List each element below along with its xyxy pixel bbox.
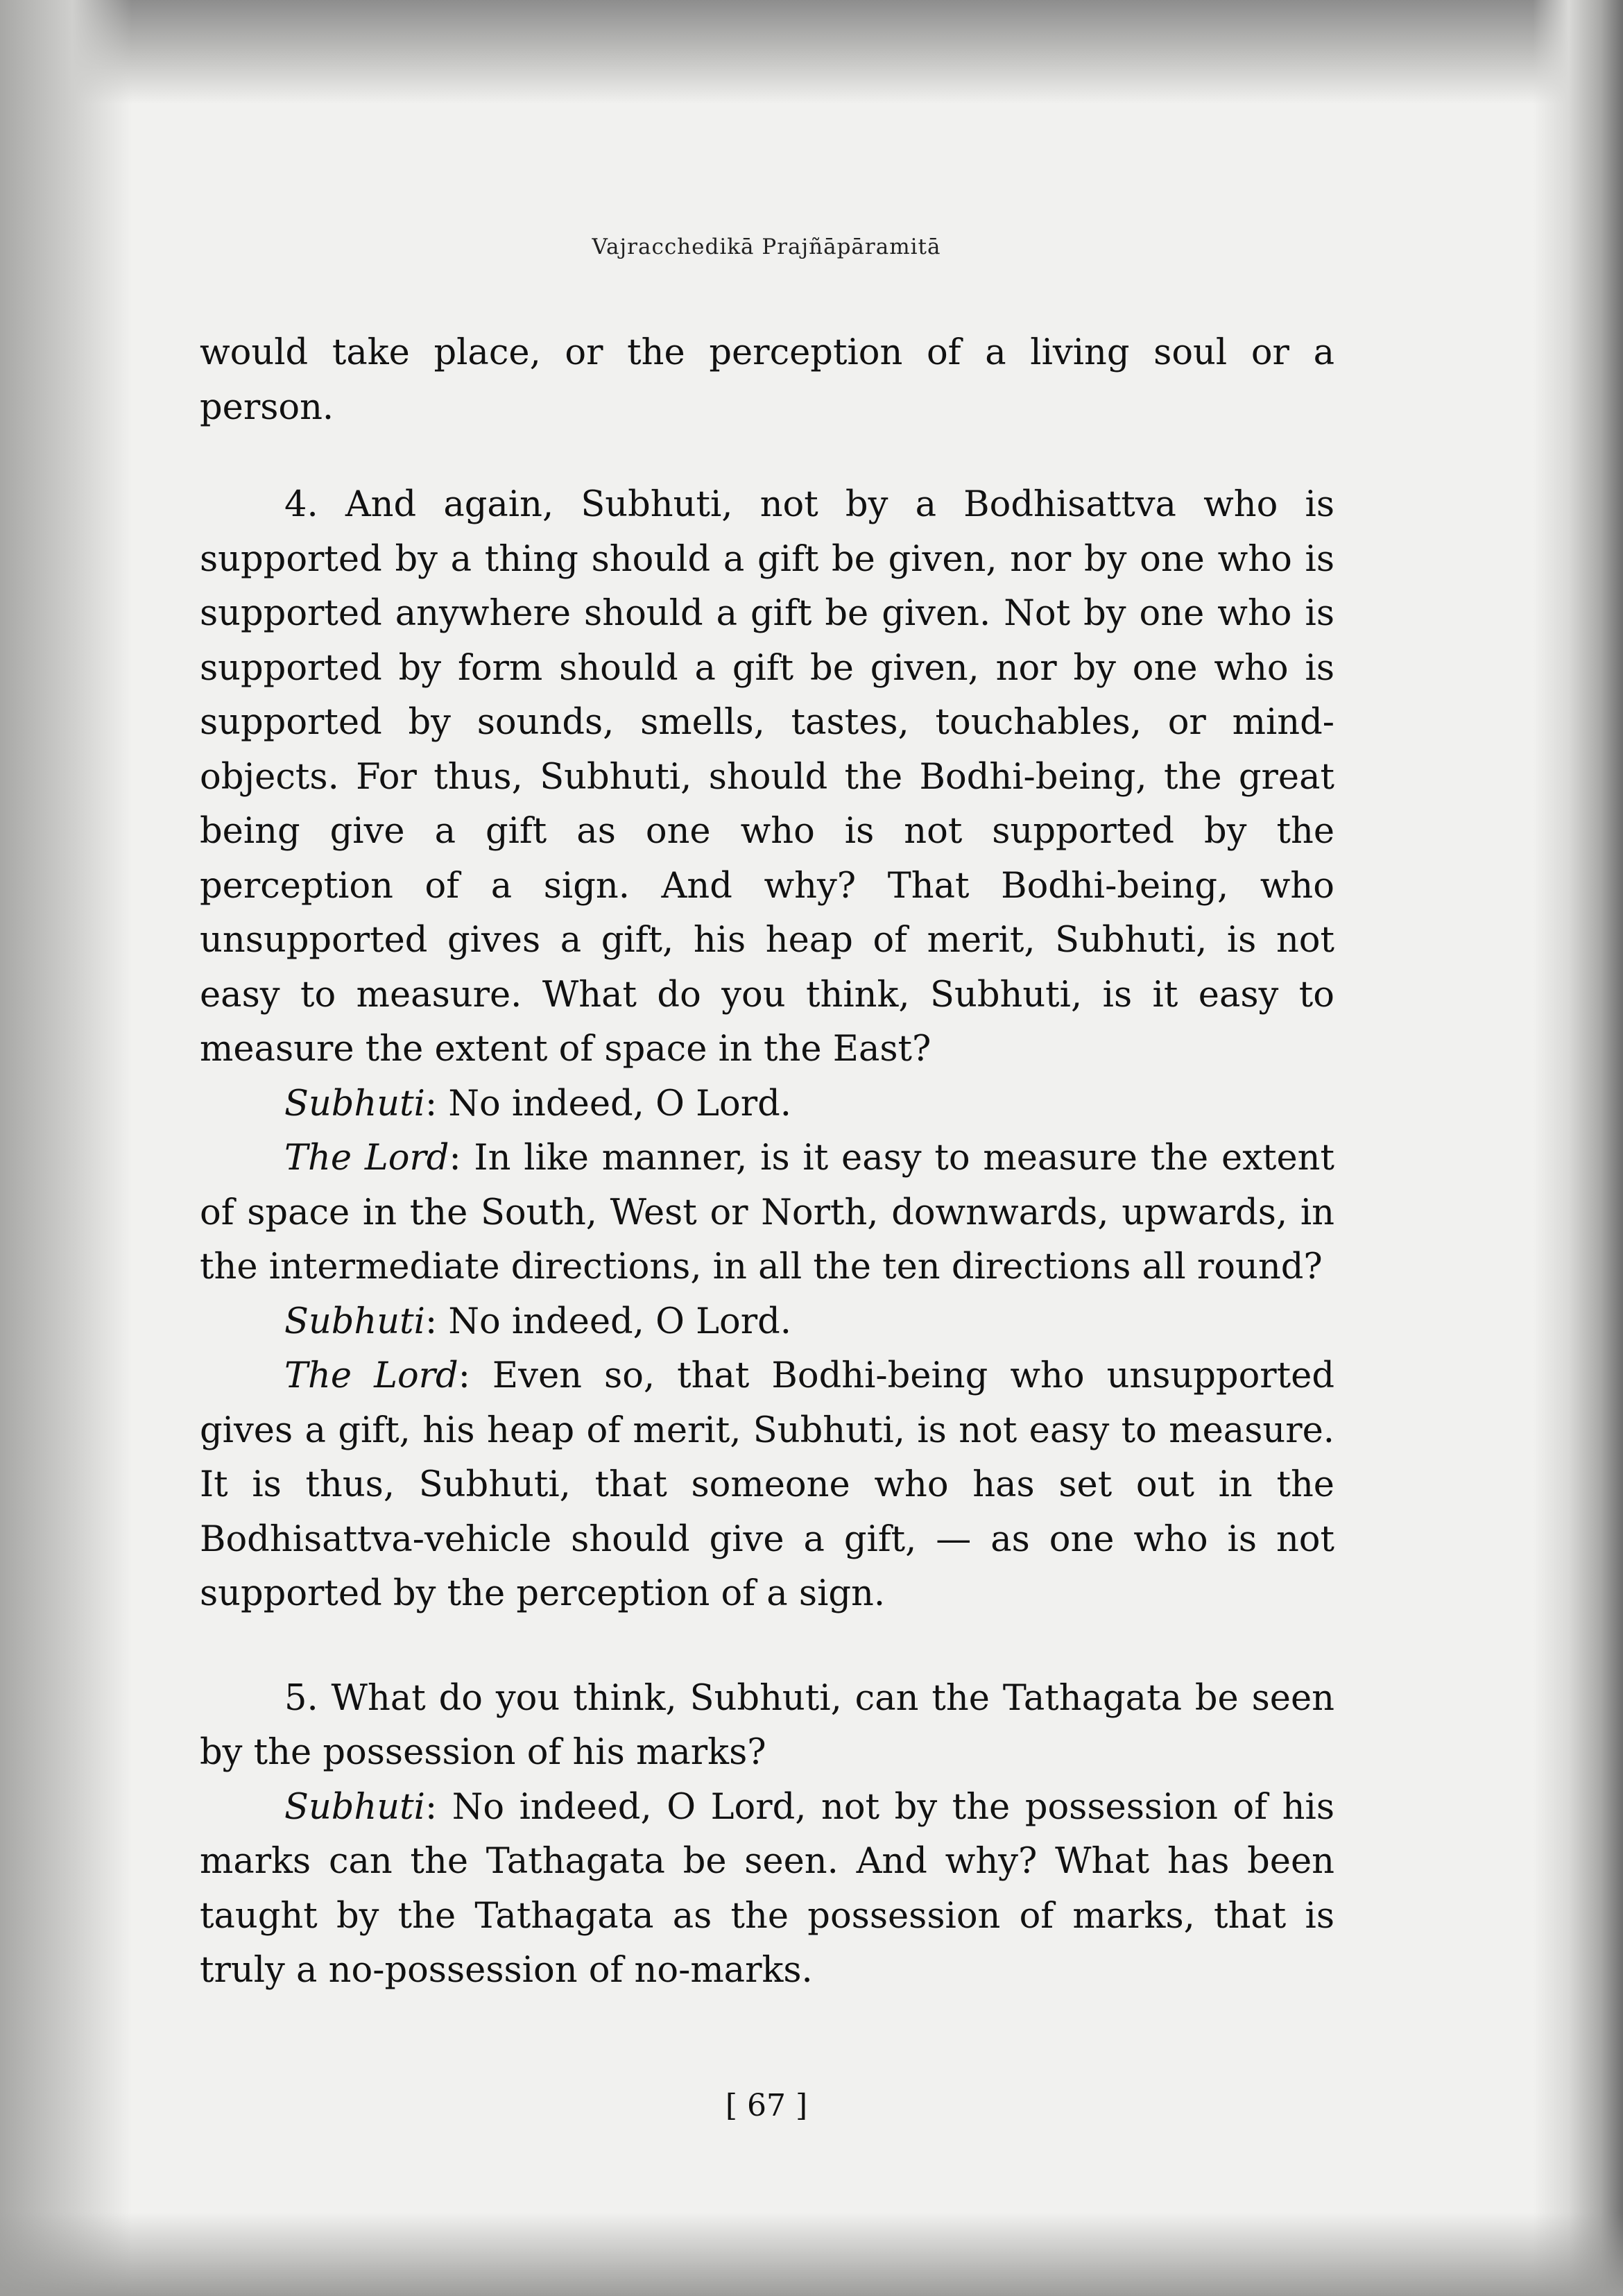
dialogue-text: : No indeed, O Lord. [424, 1083, 791, 1124]
paragraph-continuation: would take place, or the perception of a living soul or a person. [200, 332, 1334, 428]
dialogue-line [200, 1781, 1334, 1998]
dialogue-text: : Even so, that Bodhi-being who unsupported gives a gift, his heap of merit, Subhuti, is not easy to measure. It is thus, Subhuti, that someone who has set out in the Bodhisattva-vehicle should give a gift, — as one who is not supported by the perception of a sign. [200, 1355, 1334, 1614]
dialogue-text: : In like manner, is it easy to measure the extent of space in the South, West or North, downwards, upwards, in the intermediate directions, in all the ten directions all round? [200, 1138, 1335, 1287]
page-number: [ 67 ] [725, 2088, 808, 2123]
dialogue-text: : No indeed, O Lord. [424, 1301, 791, 1342]
speaker-name: Subhuti [284, 1786, 425, 1828]
paragraph-section-5: 5. What do you think, Subhuti, can the Tathagata be seen by the possession of his marks? [200, 1677, 1334, 1773]
dialogue-line [200, 1131, 1334, 1295]
paragraph-section-4: 4. And again, Subhuti, not by a Bodhisattva who is supported by a thing should a gift be given, nor by one who is supported anywhere should a gift be given. Not by one who is supported by form should a gift be given, nor by one who is supported by sounds, smells, tastes, touchables, or mind-objects. For thus, Subhuti, should the Bodhi-being, the great being give a gift as one who is not supported by the perception of a sign. And why? That Bodhi-being, who unsupported gives a gift, his heap of merit, Subhuti, is not easy to measure. What do you think, Subhuti, is it easy to measure the extent of space in the East? [200, 484, 1334, 1070]
page-body [200, 326, 1334, 1998]
scan-shadow-right [1533, 0, 1623, 2296]
scan-shadow-bottom [0, 2213, 1623, 2296]
speaker-name: The Lord [284, 1138, 449, 1179]
speaker-name: The Lord [284, 1355, 458, 1396]
scan-shadow-top [0, 0, 1623, 104]
running-head: Vajracchedikā Prajñāpāramitā [592, 234, 941, 259]
speaker-name: Subhuti [284, 1301, 425, 1342]
scan-shadow-left [0, 0, 132, 2296]
dialogue-line [200, 1077, 1334, 1132]
dialogue-text: : No indeed, O Lord, not by the possession of his marks can the Tathagata be seen. And why? What has been taught by the Tathagata as the possession of marks, that is truly a no-possession of no-marks. [200, 1786, 1334, 1991]
dialogue-line [200, 1349, 1334, 1622]
dialogue-line [200, 1295, 1334, 1350]
speaker-name: Subhuti [284, 1083, 425, 1124]
